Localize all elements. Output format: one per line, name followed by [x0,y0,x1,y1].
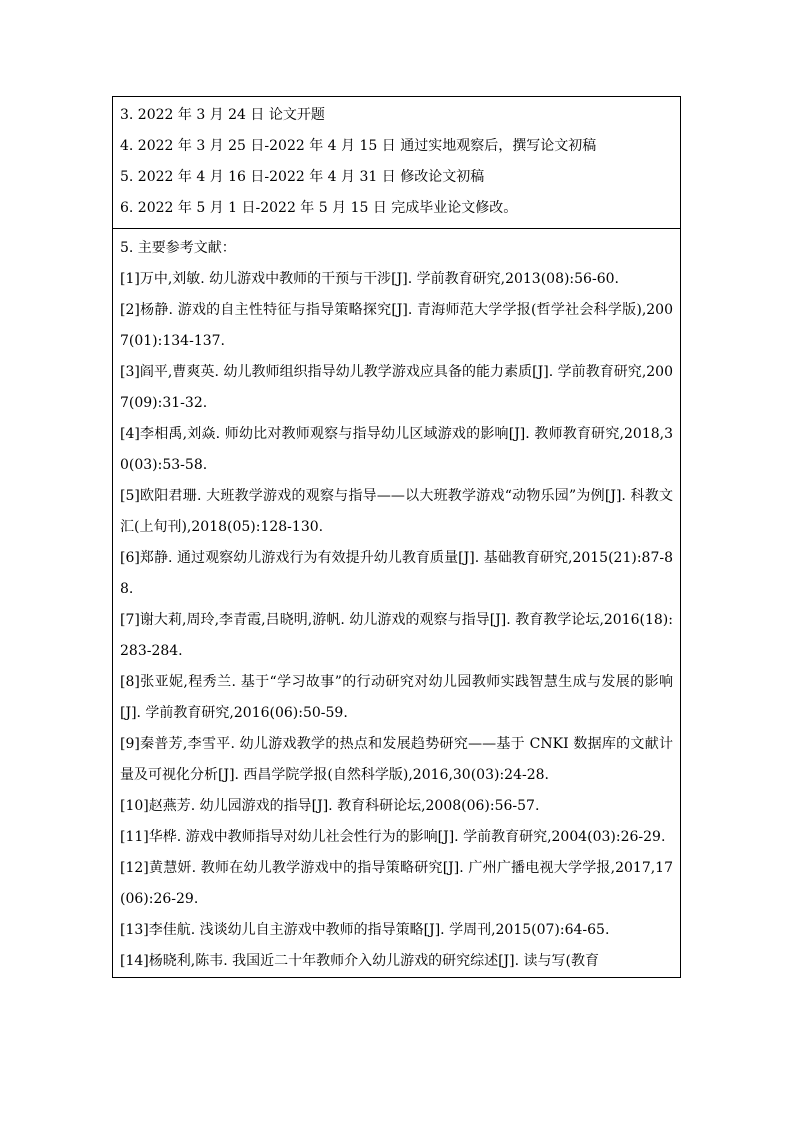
schedule-item: 5. 2022 年 4 月 16 日-2022 年 4 月 31 日 修改论文初稿 [120,169,485,185]
reference-item: [4]李相禹,刘焱. 师幼比对教师观察与指导幼儿区域游戏的影响[J]. 教师教育研究,2018,30(03):53-58. [120,426,673,473]
reference-item: [11]华桦. 游戏中教师指导对幼儿社会性行为的影响[J]. 学前教育研究,2004(03):26-29. [120,829,666,845]
reference-item: [7]谢大莉,周玲,李青霞,吕晓明,游帆. 幼儿游戏的观察与指导[J]. 教育教学论坛,2016(18):283-284. [120,612,673,659]
reference-item: [8]张亚妮,程秀兰. 基于“学习故事”的行动研究对幼儿园教师实践智慧生成与发展的影响[J]. 学前教育研究,2016(06):50-59. [120,674,673,721]
schedule-item: 4. 2022 年 3 月 25 日-2022 年 4 月 15 日 通过实地观察后，撰写论文初稿 [120,138,597,154]
reference-item: [12]黄慧妍. 教师在幼儿教学游戏中的指导策略研究[J]. 广州广播电视大学学报,2017,17(06):26-29. [120,860,673,907]
thesis-form-table [112,96,681,978]
reference-item: [3]阎平,曹爽英. 幼儿教师组织指导幼儿教学游戏应具备的能力素质[J]. 学前教育研究,2007(09):31-32. [120,364,673,411]
reference-item: [5]欧阳君珊. 大班教学游戏的观察与指导——以大班教学游戏“动物乐园”为例[J]. 科教文汇(上旬刊),2018(05):128-130. [120,488,673,535]
schedule-item: 6. 2022 年 5 月 1 日-2022 年 5 月 15 日 完成毕业论文修改。 [120,200,518,216]
reference-item: [13]李佳航. 浅谈幼儿自主游戏中教师的指导策略[J]. 学周刊,2015(07):64-65. [120,922,610,938]
reference-item: [2]杨静. 游戏的自主性特征与指导策略探究[J]. 青海师范大学学报(哲学社会科学版),2007(01):134-137. [120,302,673,349]
references-cell [113,229,680,977]
reference-item: [14]杨晓利,陈韦. 我国近二十年教师介入幼儿游戏的研究综述[J]. 读与写(教育 [120,953,599,969]
references-heading: 5. 主要参考文献： [120,240,236,256]
reference-item: [9]秦普芳,李雪平. 幼儿游戏教学的热点和发展趋势研究——基于 CNKI 数据库的文献计量及可视化分析[J]. 西昌学院学报(自然科学版),2016,30(03):24-28. [120,736,673,783]
reference-item: [10]赵燕芳. 幼儿园游戏的指导[J]. 教育科研论坛,2008(06):56-57. [120,798,540,814]
reference-item: [6]郑静. 通过观察幼儿游戏行为有效提升幼儿教育质量[J]. 基础教育研究,2015(21):87-88. [120,550,673,597]
schedule-cell [113,97,680,229]
schedule-item: 3. 2022 年 3 月 24 日 论文开题 [120,107,325,123]
reference-item: [1]万中,刘敏. 幼儿游戏中教师的干预与干涉[J]. 学前教育研究,2013(08):56-60. [120,271,619,287]
